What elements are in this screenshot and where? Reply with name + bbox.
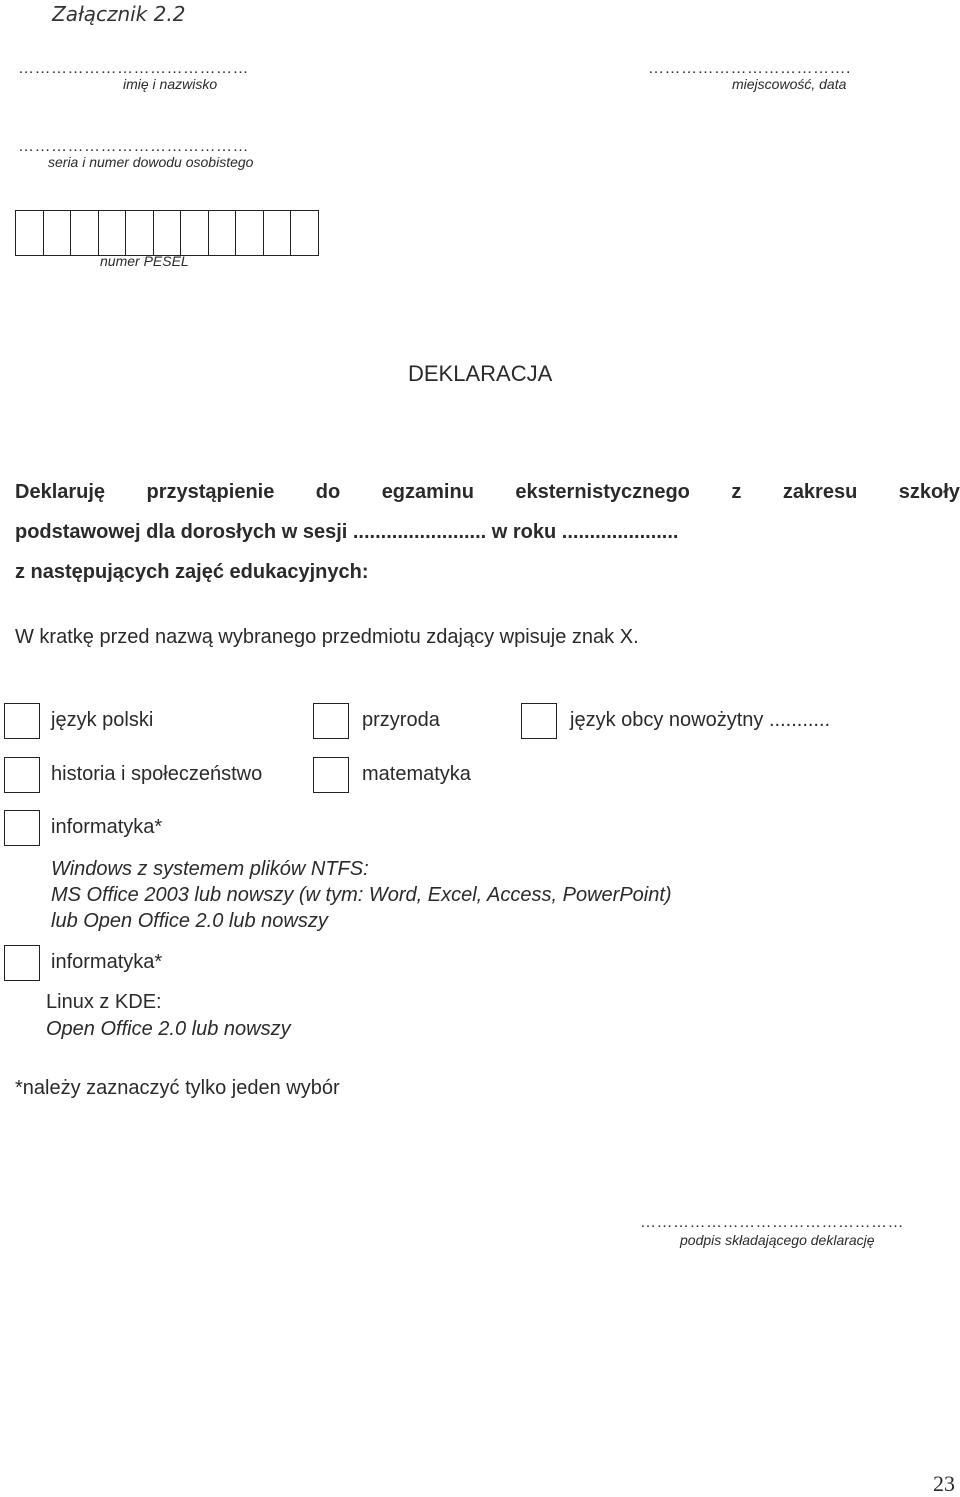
checkbox-it-windows[interactable]	[4, 810, 40, 846]
checkbox-math[interactable]	[313, 757, 349, 793]
declaration-word: do	[315, 481, 341, 503]
declaration-word: zakresu	[782, 481, 858, 503]
checkbox-it-linux[interactable]	[4, 945, 40, 981]
declaration-line-3: z następujących zajęć edukacyjnych:	[15, 561, 369, 583]
declaration-word: egzaminu	[381, 481, 474, 503]
declaration-line-1	[15, 481, 960, 504]
pesel-cell[interactable]	[71, 211, 99, 255]
pesel-label: numer PESEL	[100, 253, 189, 269]
declaration-word: Deklaruję	[15, 481, 106, 503]
pesel-cell[interactable]	[181, 211, 209, 255]
it-windows-desc-3: lub Open Office 2.0 lub nowszy	[51, 910, 328, 932]
name-field-dots[interactable]: ……………………………………	[18, 60, 249, 77]
checkbox-foreign-language[interactable]	[521, 703, 557, 739]
pesel-cell[interactable]	[99, 211, 127, 255]
document-title: DEKLARACJA	[408, 361, 553, 386]
attachment-label: Załącznik 2.2	[52, 2, 186, 26]
id-number-field-label: seria i numer dowodu osobistego	[48, 154, 254, 170]
it-windows-desc-2: MS Office 2003 lub nowszy (w tym: Word, Excel, Access, PowerPoint)	[51, 884, 672, 906]
pesel-cell[interactable]	[126, 211, 154, 255]
place-date-field-dots[interactable]: ……………………………….	[648, 60, 851, 77]
signature-dots[interactable]: …………………………………………	[640, 1214, 904, 1231]
label-foreign-language: język obcy nowożytny ...........	[570, 709, 831, 731]
it-linux-desc-1: Linux z KDE:	[46, 991, 162, 1013]
checkbox-polish[interactable]	[4, 703, 40, 739]
pesel-cell[interactable]	[264, 211, 292, 255]
declaration-word: przystąpienie	[146, 481, 275, 503]
label-nature: przyroda	[362, 709, 440, 731]
label-polish: język polski	[51, 709, 154, 731]
instruction-text: W kratkę przed nazwą wybranego przedmiotu zdający wpisuje znak X.	[15, 626, 639, 648]
signature-label: podpis składającego deklarację	[680, 1232, 875, 1248]
name-field-label: imię i nazwisko	[123, 76, 218, 92]
declaration-word: z	[731, 481, 742, 503]
checkbox-history[interactable]	[4, 757, 40, 793]
label-history: historia i społeczeństwo	[51, 763, 263, 785]
label-it-windows: informatyka*	[51, 816, 163, 838]
pesel-cell[interactable]	[16, 211, 44, 255]
pesel-cell[interactable]	[236, 211, 264, 255]
page-number: 23	[933, 1471, 955, 1496]
label-math: matematyka	[362, 763, 471, 785]
declaration-word: szkoły	[898, 481, 960, 503]
pesel-boxes[interactable]	[15, 210, 319, 256]
pesel-cell[interactable]	[209, 211, 237, 255]
checkbox-nature[interactable]	[313, 703, 349, 739]
pesel-cell[interactable]	[291, 211, 318, 255]
declaration-word: eksternistycznego	[515, 481, 690, 503]
it-linux-desc-2: Open Office 2.0 lub nowszy	[46, 1018, 291, 1040]
declaration-line-2: podstawowej dla dorosłych w sesji ........................ w roku .....................	[15, 521, 679, 543]
it-windows-desc-1: Windows z systemem plików NTFS:	[51, 858, 369, 880]
id-number-field-dots[interactable]: ……………………………………	[18, 138, 249, 155]
pesel-cell[interactable]	[154, 211, 182, 255]
pesel-cell[interactable]	[44, 211, 72, 255]
footnote: *należy zaznaczyć tylko jeden wybór	[15, 1077, 340, 1099]
label-it-linux: informatyka*	[51, 951, 163, 973]
place-date-field-label: miejscowość, data	[732, 76, 847, 92]
